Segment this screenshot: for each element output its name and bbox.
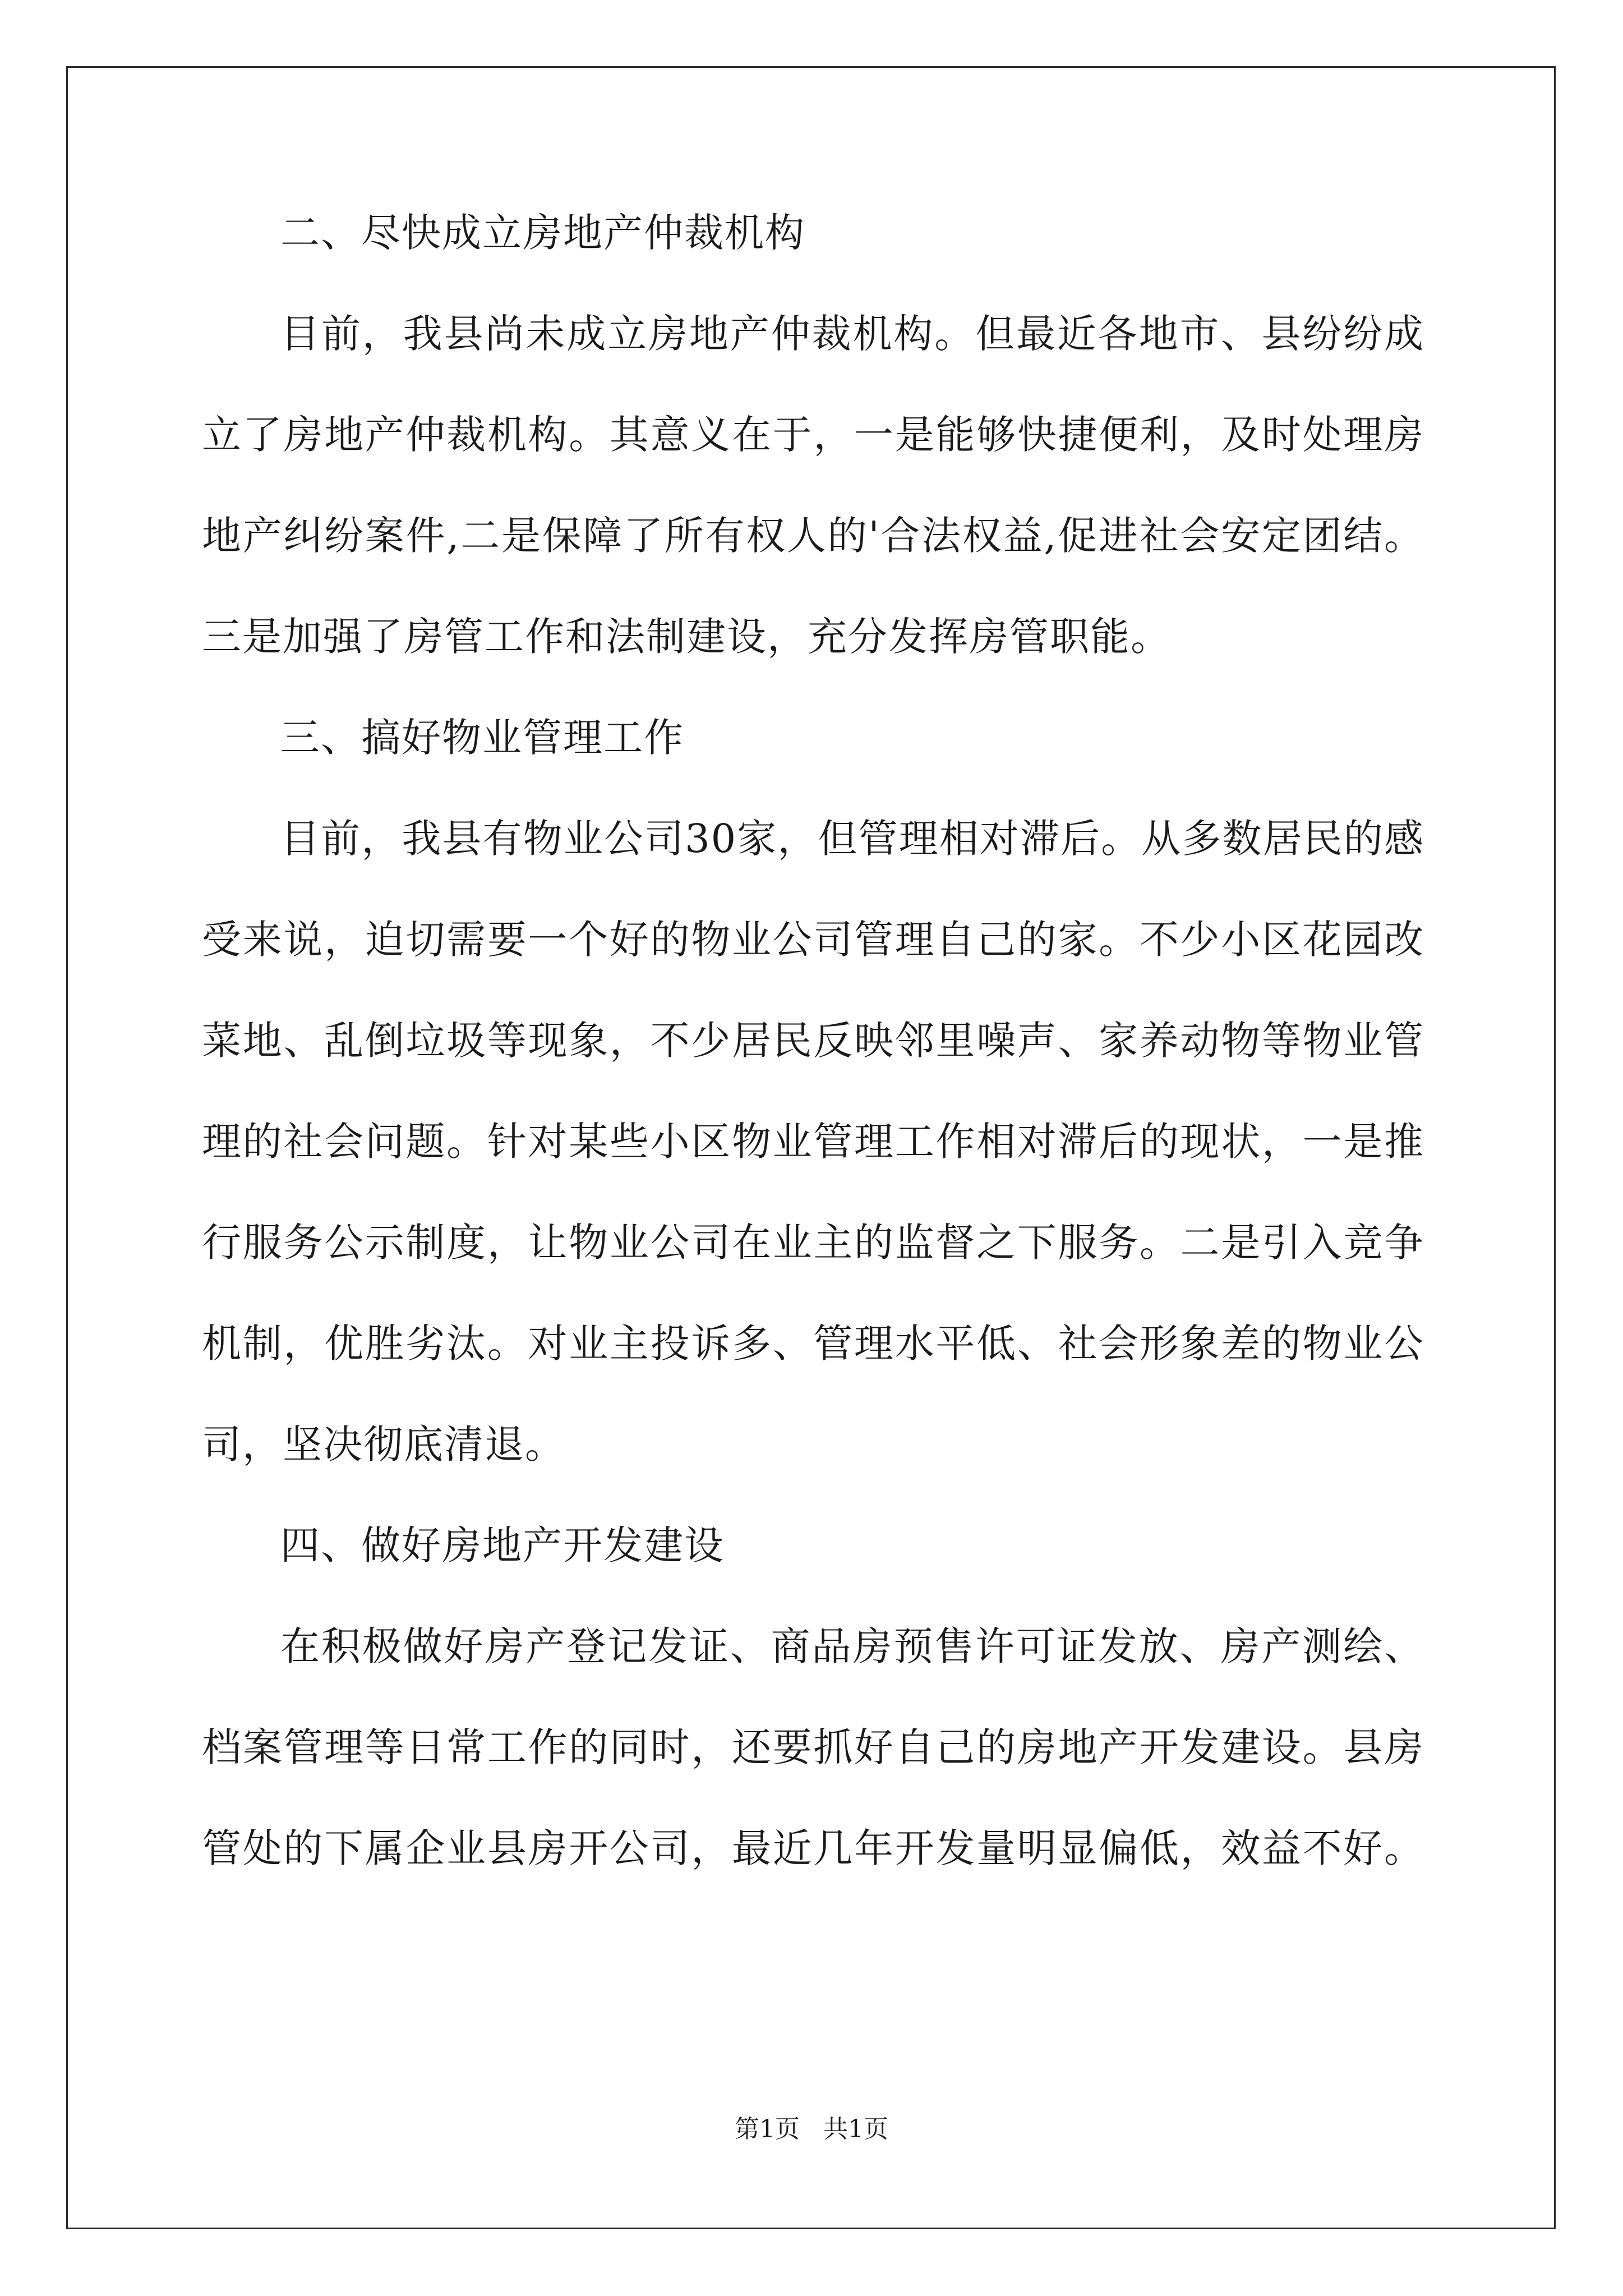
section-heading: 四、做好房地产开发建设 xyxy=(280,1522,725,1568)
paragraph-line: 在积极做好房产登记发证、商品房预售许可证发放、房产测绘、 xyxy=(280,1623,1424,1669)
paragraph-line: 行服务公示制度，让物业公司在业主的监督之下服务。二是引入竞争 xyxy=(202,1220,1424,1266)
page-number: 第1页 xyxy=(735,2115,800,2143)
page-total: 共1页 xyxy=(823,2115,888,2143)
paragraph-line: 机制，优胜劣汰。对业主投诉多、管理水平低、社会形象差的物业公 xyxy=(202,1320,1424,1366)
paragraph-line: 司，坚决彻底清退。 xyxy=(202,1421,565,1467)
paragraph-line: 档案管理等日常工作的同时，还要抓好自己的房地产开发建设。县房 xyxy=(202,1724,1424,1770)
page-footer xyxy=(0,2117,1623,2142)
document-body xyxy=(202,210,1424,1930)
paragraph-line: 理的社会问题。针对某些小区物业管理工作相对滞后的现状，一是推 xyxy=(202,1119,1424,1165)
paragraph-line: 立了房地产仲裁机构。其意义在于，一是能够快捷便利，及时处理房 xyxy=(202,412,1424,458)
section-heading: 三、搞好物业管理工作 xyxy=(280,715,684,761)
paragraph-line: 三是加强了房管工作和法制建设，充分发挥房管职能。 xyxy=(202,614,1171,660)
paragraph-line: 目前，我县有物业公司30家，但管理相对滞后。从多数居民的感 xyxy=(280,816,1424,862)
paragraph-line: 地产纠纷案件,二是保障了所有权人的'合法权益,促进社会安定团结。 xyxy=(202,513,1424,559)
paragraph-line: 管处的下属企业县房开公司，最近几年开发量明显偏低，效益不好。 xyxy=(202,1825,1424,1871)
section-heading: 二、尽快成立房地产仲裁机构 xyxy=(280,210,805,256)
paragraph-line: 目前，我县尚未成立房地产仲裁机构。但最近各地市、县纷纷成 xyxy=(280,311,1424,357)
paragraph-line: 受来说，迫切需要一个好的物业公司管理自己的家。不少小区花园改 xyxy=(202,917,1424,963)
paragraph-line: 菜地、乱倒垃圾等现象，不少居民反映邻里噪声、家养动物等物业管 xyxy=(202,1018,1424,1064)
